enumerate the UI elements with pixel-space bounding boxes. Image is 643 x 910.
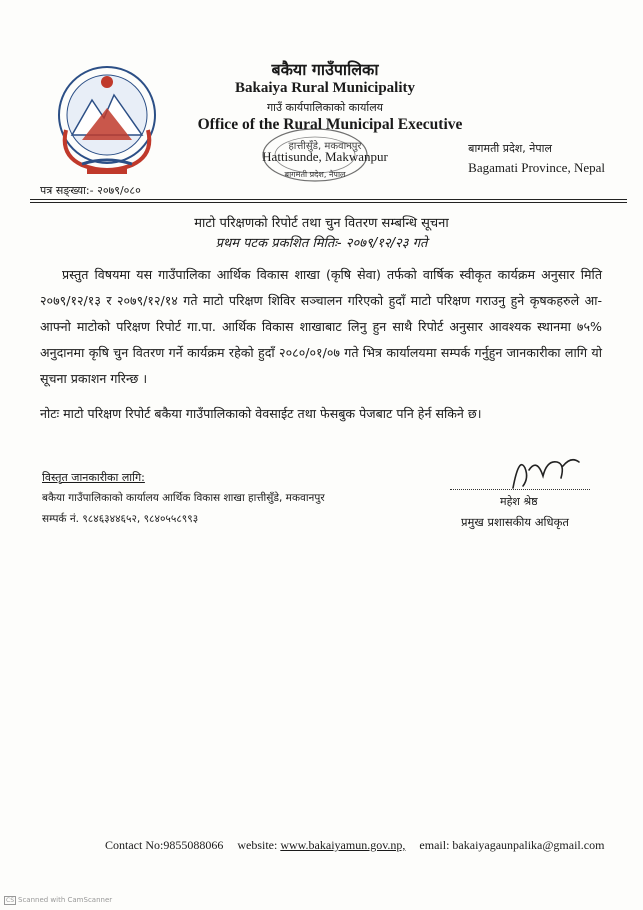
signatory-title: प्रमुख प्रशासकीय अधिकृत xyxy=(461,515,569,529)
office-stamp xyxy=(250,125,380,185)
footer-website-link[interactable]: www.bakaiyamun.gov.np, xyxy=(280,838,406,852)
signatory-name: महेश श्रेष्ठ xyxy=(500,495,538,508)
province-block xyxy=(468,141,605,176)
footer-contact-bar xyxy=(105,838,604,853)
footer-phone: Contact No:9855088066 xyxy=(105,838,224,852)
scanner-watermark xyxy=(4,896,112,905)
office-name-english: Office of the Rural Municipal Executive xyxy=(197,116,463,133)
header-divider-thin xyxy=(30,199,627,200)
notice-title: माटो परिक्षणको रिपोर्ट तथा चुन वितरण सम्बन्धि सूचना xyxy=(194,216,449,231)
contact-office: बकैया गाउँपालिकाको कार्यालय आर्थिक विकास शाखा हात्तीसुँडे, मकवानपुर xyxy=(42,492,325,504)
footer-email[interactable]: bakaiyagaunpalika@gmail.com xyxy=(452,838,605,852)
government-emblem-logo xyxy=(52,60,162,180)
signature-line xyxy=(450,489,590,490)
notice-body: प्रस्तुत विषयमा यस गाउँपालिका आर्थिक विकास शाखा (कृषि सेवा) तर्फको वार्षिक स्वीकृत कार्यक्रम अनुसार मिति २०७९/१२/१३ र २०७९/१२/१४ गते माटो परिक्षण शिविर सञ्चालन गरिएको हुदाँ माटो परिक्षण गराउनु हुने कृषकहरुले आ-आफ्नो माटोको परिक्षण रिपोर्ट गा.पा. आर्थिक विकास शाखाबाट लिनु हुन साथै रिपोर्ट अनुसार आवश्यक स्थानमा ७५% अनुदानमा कृषि चुन वितरण गर्ने कार्यक्रम रहेको हुदाँ २०८०/०१/०७ गते भित्र कार्यालयमा सम्पर्क गर्नुहुन जानकारीका लागि यो सूचना प्रकाशन गरिन्छ । xyxy=(40,267,602,386)
municipality-name-english: Bakaiya Rural Municipality xyxy=(234,80,416,96)
scanner-text: Scanned with CamScanner xyxy=(18,896,113,904)
contact-heading: विस्तृत जानकारीका लागि: xyxy=(42,471,145,484)
municipality-name-nepali: बकैया गाउँपालिका xyxy=(271,60,379,79)
letter-number: पत्र सङ्ख्या:- २०७९/०८० xyxy=(40,184,141,197)
province-english: Bagamati Province, Nepal xyxy=(468,160,605,175)
header-divider-thick xyxy=(30,202,627,203)
notice-published-date: प्रथम पटक प्रकशित मितिः- २०७९/१२/२३ गते xyxy=(215,236,428,251)
footer-email-label: email: xyxy=(419,838,450,852)
notice-note: नोटः माटो परिक्षण रिपोर्ट बकैया गाउँपालिकाको वेवसाईट तथा फेसबुक पेजबाट पनि हेर्न सकिने छ। xyxy=(40,406,482,421)
province-nepali: बागमती प्रदेश, नेपाल xyxy=(468,142,552,155)
office-name-nepali: गाउँ कार्यपालिकाको कार्यालय xyxy=(266,101,384,114)
address-english: Hattisunde, Makwanpur xyxy=(262,149,388,164)
footer-website-label: website: xyxy=(237,838,278,852)
signature xyxy=(505,448,585,493)
stamp-text: बागमती प्रदेश, नेपाल xyxy=(284,170,346,179)
address-nepali: हात्तीसुँडे, मकवानपुर xyxy=(288,141,362,152)
camscanner-logo: CS xyxy=(6,897,14,904)
contact-phones: सम्पर्क नं. ९८४६३४४६५२, ९८४०५५८९९३ xyxy=(42,513,199,525)
